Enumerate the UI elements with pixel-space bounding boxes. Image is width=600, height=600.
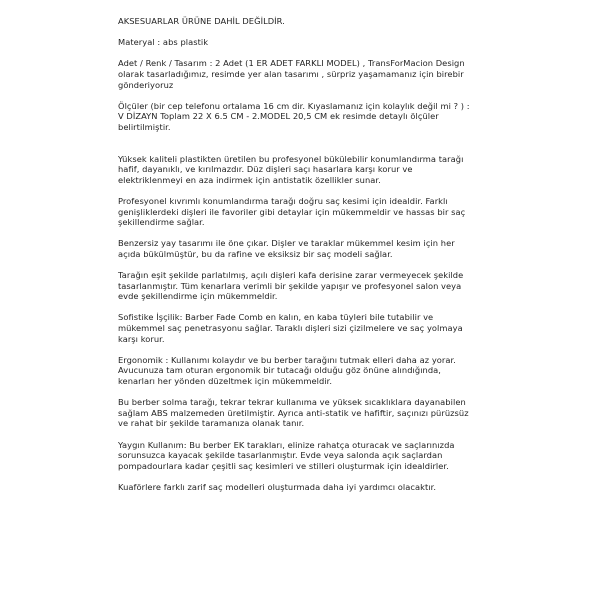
dimensions-paragraph: Ölçüler (bir cep telefonu ortalama 16 cm dir. Kıyaslamanız için kolaylık değil mi ? ) : V DİZAYN Toplam 22 X 6.5 CM - 2.MODEL 20,5 CM ek resimde detaylı ölçüler belirtilmiştir. xyxy=(118,100,470,132)
description-paragraph-ergonomic: Ergonomik : Kullanımı kolaydır ve bu berber tarağını tutmak elleri daha az yorar. Avucunuza tam oturan ergonomik bir tutacağı olduğu göz önüne alındığında, kenarları her yönden düzeltmek için mükemmeldir. xyxy=(118,354,456,386)
description-paragraph-common-use: Yaygın Kullanım: Bu berber EK tarakları, elinize rahatça oturacak ve saçlarınızda sorunsuzca kayacak şekilde tasarlanmıştır. Evde veya salonda açık saçlardan pompadourlara kadar çeşitli saç kesimleri ve stilleri oluşturmak için idealdirler. xyxy=(118,439,455,471)
description-paragraph-hairdressers: Kuaförlere farklı zarif saç modelleri oluşturmada daha iyi yardımcı olacaktır. xyxy=(118,481,437,492)
description-paragraph-craftsmanship: Sofistike İşçilik: Barber Fade Comb en kalın, en kaba tüyleri bile tutabilir ve mükemmel saç penetrasyonu sağlar. Taraklı dişleri sizi çizilmelere ve saç yolmaya karşı korur. xyxy=(118,312,463,344)
accessories-notice: AKSESUARLAR ÜRÜNE DAHİL DEĞİLDİR. xyxy=(118,16,285,26)
material-line: Materyal : abs plastik xyxy=(118,37,209,48)
description-paragraph-spring-design: Benzersiz yay tasarımı ile öne çıkar. Dişler ve taraklar mükemmel kesim için her açıda bükülmüştür, bu da rafine ve eksiksiz bir saç modeli sağlar. xyxy=(118,238,455,259)
description-paragraph-abs-material: Bu berber solma tarağı, tekrar tekrar kullanıma ve yüksek sıcaklıklara dayanabilen sağlam ABS malzemeden üretilmiştir. Ayrıca anti-statik ve hafiftir, saçınızı pürüzsüz ve rahat bir şekilde taramanıza olanak tanır. xyxy=(118,397,469,429)
quantity-design-paragraph: Adet / Renk / Tasarım : 2 Adet (1 ER ADET FARKLI MODEL) , TransForMacion Design olarak tasarladığımız, resimde yer alan tasarımı , sürpriz yaşamamanız için birebir gönderiyoruz xyxy=(118,58,465,90)
description-paragraph-polished-teeth: Tarağın eşit şekilde parlatılmış, açılı dişleri kafa derisine zarar vermeyecek şekilde tasarlanmıştır. Tüm kenarlara verimli bir şekilde yapışır ve profesyonel salon veya evde şekillendirme için mükemmeldir. xyxy=(118,270,464,302)
description-paragraph-quality: Yüksek kaliteli plastikten üretilen bu profesyonel bükülebilir konumlandırma tarağı hafif, dayanıklı, ve kırılmazdır. Düz dişleri saçı hasarlara karşı korur ve elektriklenmeyi en aza indirmek için antistatik özellikler sunar. xyxy=(118,153,464,185)
description-paragraph-curved-comb: Profesyonel kıvrımlı konumlandırma tarağı doğru saç kesimi için idealdir. Farklı genişliklerdeki dişleri ile favoriler gibi detaylar için mükemmeldir ve hassas bir saç şekillendirme sağlar. xyxy=(118,195,466,228)
product-description xyxy=(118,16,470,503)
